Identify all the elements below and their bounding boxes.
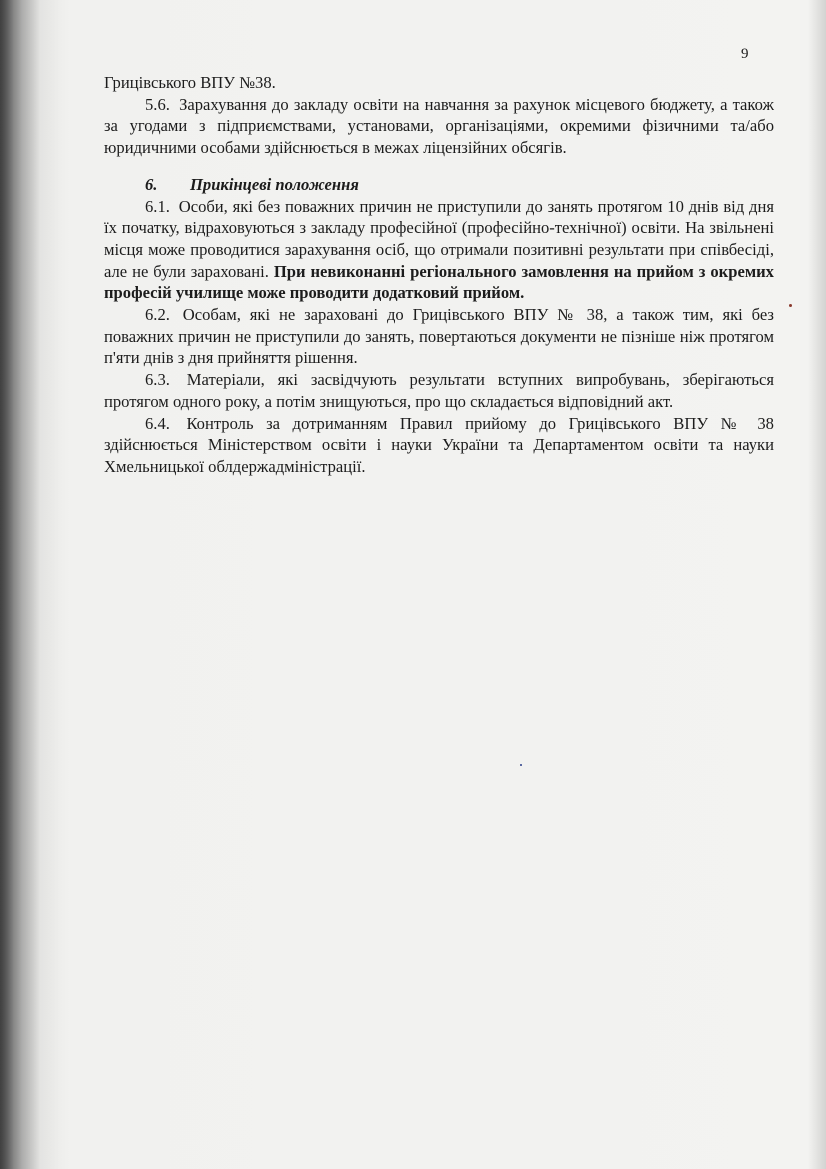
paragraph-number: 6.3. xyxy=(145,370,170,390)
paragraph-text: Особам, які не зараховані до Грицівського ВПУ № 38, а також тим, які без поважних причин не приступили до занять, повертаються документи не пізніше ніж протягом п'яти днів з дня прийняття рішення. xyxy=(104,305,774,368)
ink-speck xyxy=(520,764,522,766)
paragraph-text: Особи, які без поважних причин не приступили до занять протягом 10 днів від дня їх початку, відраховуються з закладу професійної (професійно-технічної) освіти. На звільнені місця може проводитися зарахування осіб, що отримали позитивні результати при співбесіді, але не були зараховані. xyxy=(104,196,774,281)
paragraph-number: 6.4. xyxy=(145,413,170,433)
paragraph-6-3 xyxy=(104,369,774,412)
section-heading xyxy=(104,174,774,196)
paragraph-text: Зарахування до закладу освіти на навчання за рахунок місцевого бюджету, а також за угодами з підприємствами, установами, організаціями, окремими фізичними та/або юридичними особами здійснюється в межах ліцензійних обсягів. xyxy=(104,94,774,158)
binding-shadow xyxy=(0,0,60,1169)
lead-line: Грицівського ВПУ №38. xyxy=(104,73,276,92)
page-edge xyxy=(808,0,826,1169)
paragraph-text: Контроль за дотриманням Правил прийому до Грицівського ВПУ № 38 здійснюється Міністерством освіти і науки України та Департаментом освіти та науки Хмельницької облдержадміністрації. xyxy=(104,413,774,476)
paragraph-6-1 xyxy=(104,196,774,305)
paragraph-6-2 xyxy=(104,304,774,369)
paragraph-number: 6.1. xyxy=(145,196,170,216)
page-number: 9 xyxy=(741,46,749,62)
paragraph-text-bold: При невиконанні регіонального замовлення на прийом з окремих професій училище може проводити додатковий прийом. xyxy=(104,261,774,303)
paragraph-number: 5.6. xyxy=(145,94,170,114)
paragraph-text: Матеріали, які засвідчують результати вступних випробувань, зберігаються протягом одного року, а потім знищуються, про що складається відповідний акт. xyxy=(104,370,774,411)
section-title: Прикінцеві положення xyxy=(190,174,359,194)
paragraph-number: 6.2. xyxy=(145,305,170,325)
section-number: 6. xyxy=(145,174,158,194)
body-text xyxy=(104,72,774,478)
paragraph-5-6 xyxy=(104,94,774,159)
paragraph-6-4 xyxy=(104,413,774,478)
ink-speck xyxy=(789,304,792,307)
